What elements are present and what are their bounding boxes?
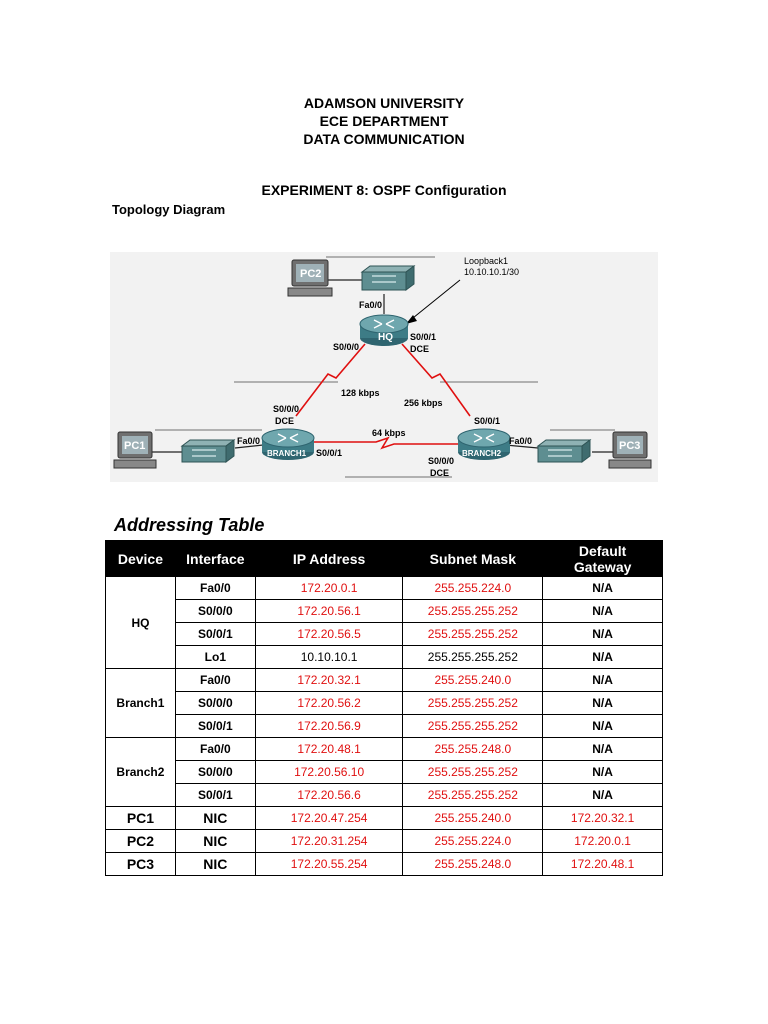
mask-cell: 255.255.255.252 <box>403 646 543 669</box>
pc3-icon <box>609 432 651 468</box>
table-row <box>106 738 663 761</box>
mask-cell: 255.255.255.252 <box>403 600 543 623</box>
gateway-cell: N/A <box>543 761 663 784</box>
ip-cell: 172.20.56.6 <box>255 784 403 807</box>
switch-branch2-icon <box>538 440 590 462</box>
gateway-cell: N/A <box>543 669 663 692</box>
mask-cell: 255.255.255.252 <box>403 784 543 807</box>
col-header-interface: Interface <box>175 541 255 577</box>
ip-cell: 172.20.0.1 <box>255 577 403 600</box>
svg-text:BRANCH1: BRANCH1 <box>267 449 307 458</box>
b2-fa-label: Fa0/0 <box>509 436 533 446</box>
interface-cell: S0/0/1 <box>175 784 255 807</box>
mask-cell: 255.255.248.0 <box>403 853 543 876</box>
ip-cell: 172.20.56.9 <box>255 715 403 738</box>
topology-diagram <box>110 252 658 482</box>
device-cell: PC2 <box>106 830 176 853</box>
interface-cell: S0/0/0 <box>175 692 255 715</box>
router-branch1-icon <box>262 429 314 460</box>
table-row <box>106 807 663 830</box>
table-row <box>106 600 663 623</box>
gateway-cell: N/A <box>543 738 663 761</box>
link-hq-branch2-label: 256 kbps <box>404 398 443 408</box>
svg-text:PC2: PC2 <box>300 268 322 280</box>
table-row <box>106 784 663 807</box>
interface-cell: Fa0/0 <box>175 577 255 600</box>
ip-cell: 172.20.47.254 <box>255 807 403 830</box>
table-row <box>106 761 663 784</box>
col-header-device: Device <box>106 541 176 577</box>
svg-text:HQ: HQ <box>378 332 393 343</box>
device-cell: Branch2 <box>106 738 176 807</box>
mask-cell: 255.255.224.0 <box>403 577 543 600</box>
department-name: ECE DEPARTMENT <box>319 113 449 129</box>
university-name: ADAMSON UNIVERSITY <box>303 95 465 111</box>
document-header <box>0 94 768 148</box>
table-row <box>106 692 663 715</box>
gateway-cell: N/A <box>543 623 663 646</box>
ip-cell: 172.20.56.10 <box>255 761 403 784</box>
b1-dce-label: DCE <box>275 416 295 426</box>
table-row <box>106 853 663 876</box>
mask-cell: 255.255.248.0 <box>403 738 543 761</box>
table-row <box>106 623 663 646</box>
gateway-cell: 172.20.0.1 <box>543 830 663 853</box>
table-row <box>106 669 663 692</box>
topology-label: Topology Diagram <box>112 202 226 217</box>
b2-dce-label: DCE <box>430 468 450 478</box>
interface-cell: NIC <box>175 853 255 876</box>
svg-text:PC1: PC1 <box>124 440 146 452</box>
interface-cell: S0/0/1 <box>175 623 255 646</box>
hq-fa-label: Fa0/0 <box>359 300 383 310</box>
ip-cell: 10.10.10.1 <box>255 646 403 669</box>
interface-cell: NIC <box>175 807 255 830</box>
ip-cell: 172.20.31.254 <box>255 830 403 853</box>
device-cell: PC3 <box>106 853 176 876</box>
mask-cell: 255.255.255.252 <box>403 692 543 715</box>
hq-s001-label: S0/0/1 <box>410 332 437 342</box>
col-header-mask: Subnet Mask <box>403 541 543 577</box>
interface-cell: S0/0/0 <box>175 761 255 784</box>
mask-cell: 255.255.240.0 <box>403 807 543 830</box>
svg-text:BRANCH2: BRANCH2 <box>462 449 502 458</box>
device-cell: Branch1 <box>106 669 176 738</box>
svg-text:PC3: PC3 <box>619 440 641 452</box>
switch-hq-icon <box>362 266 414 290</box>
interface-cell: S0/0/0 <box>175 600 255 623</box>
interface-cell: Fa0/0 <box>175 738 255 761</box>
mask-cell: 255.255.255.252 <box>403 761 543 784</box>
interface-cell: Fa0/0 <box>175 669 255 692</box>
hq-dce-label: DCE <box>410 344 430 354</box>
table-row <box>106 646 663 669</box>
gateway-cell: N/A <box>543 692 663 715</box>
mask-cell: 255.255.255.252 <box>403 623 543 646</box>
gateway-cell: N/A <box>543 600 663 623</box>
table-row <box>106 715 663 738</box>
interface-cell: Lo1 <box>175 646 255 669</box>
experiment-title: EXPERIMENT 8: OSPF Configuration <box>261 182 507 198</box>
pc2-icon <box>288 260 332 296</box>
ip-cell: 172.20.32.1 <box>255 669 403 692</box>
gateway-cell: 172.20.32.1 <box>543 807 663 830</box>
col-header-gateway: Default Gateway <box>543 541 663 577</box>
b1-s001-label: S0/0/1 <box>316 448 343 458</box>
b1-s000-label: S0/0/0 <box>273 404 300 414</box>
mask-cell: 255.255.224.0 <box>403 830 543 853</box>
mask-cell: 255.255.255.252 <box>403 715 543 738</box>
course-name: DATA COMMUNICATION <box>303 131 465 147</box>
table-row <box>106 830 663 853</box>
device-cell: HQ <box>106 577 176 669</box>
col-header-ip: IP Address <box>255 541 403 577</box>
interface-cell: S0/0/1 <box>175 715 255 738</box>
link-hq-branch1-label: 128 kbps <box>341 388 380 398</box>
b1-fa-label: Fa0/0 <box>237 436 261 446</box>
device-cell: PC1 <box>106 807 176 830</box>
table-header-row <box>106 541 663 577</box>
router-hq-icon <box>360 315 408 346</box>
mask-cell: 255.255.240.0 <box>403 669 543 692</box>
gateway-cell: N/A <box>543 577 663 600</box>
gateway-cell: N/A <box>543 784 663 807</box>
gateway-cell: N/A <box>543 646 663 669</box>
router-branch2-icon <box>458 429 510 460</box>
b2-s001-label: S0/0/1 <box>474 416 501 426</box>
table-row <box>106 577 663 600</box>
gateway-cell: N/A <box>543 715 663 738</box>
addressing-table <box>105 540 663 876</box>
loopback-ip-label: 10.10.10.1/30 <box>464 267 520 277</box>
ip-cell: 172.20.56.2 <box>255 692 403 715</box>
switch-branch1-icon <box>182 440 234 462</box>
ip-cell: 172.20.56.1 <box>255 600 403 623</box>
loopback-name-label: Loopback1 <box>464 256 509 266</box>
b2-s000-label: S0/0/0 <box>428 456 455 466</box>
addressing-table-title: Addressing Table <box>114 515 265 535</box>
ip-cell: 172.20.55.254 <box>255 853 403 876</box>
link-branch1-branch2-label: 64 kbps <box>372 428 406 438</box>
ip-cell: 172.20.56.5 <box>255 623 403 646</box>
gateway-cell: 172.20.48.1 <box>543 853 663 876</box>
interface-cell: NIC <box>175 830 255 853</box>
ip-cell: 172.20.48.1 <box>255 738 403 761</box>
pc1-icon <box>114 432 156 468</box>
hq-s000-label: S0/0/0 <box>333 342 360 352</box>
